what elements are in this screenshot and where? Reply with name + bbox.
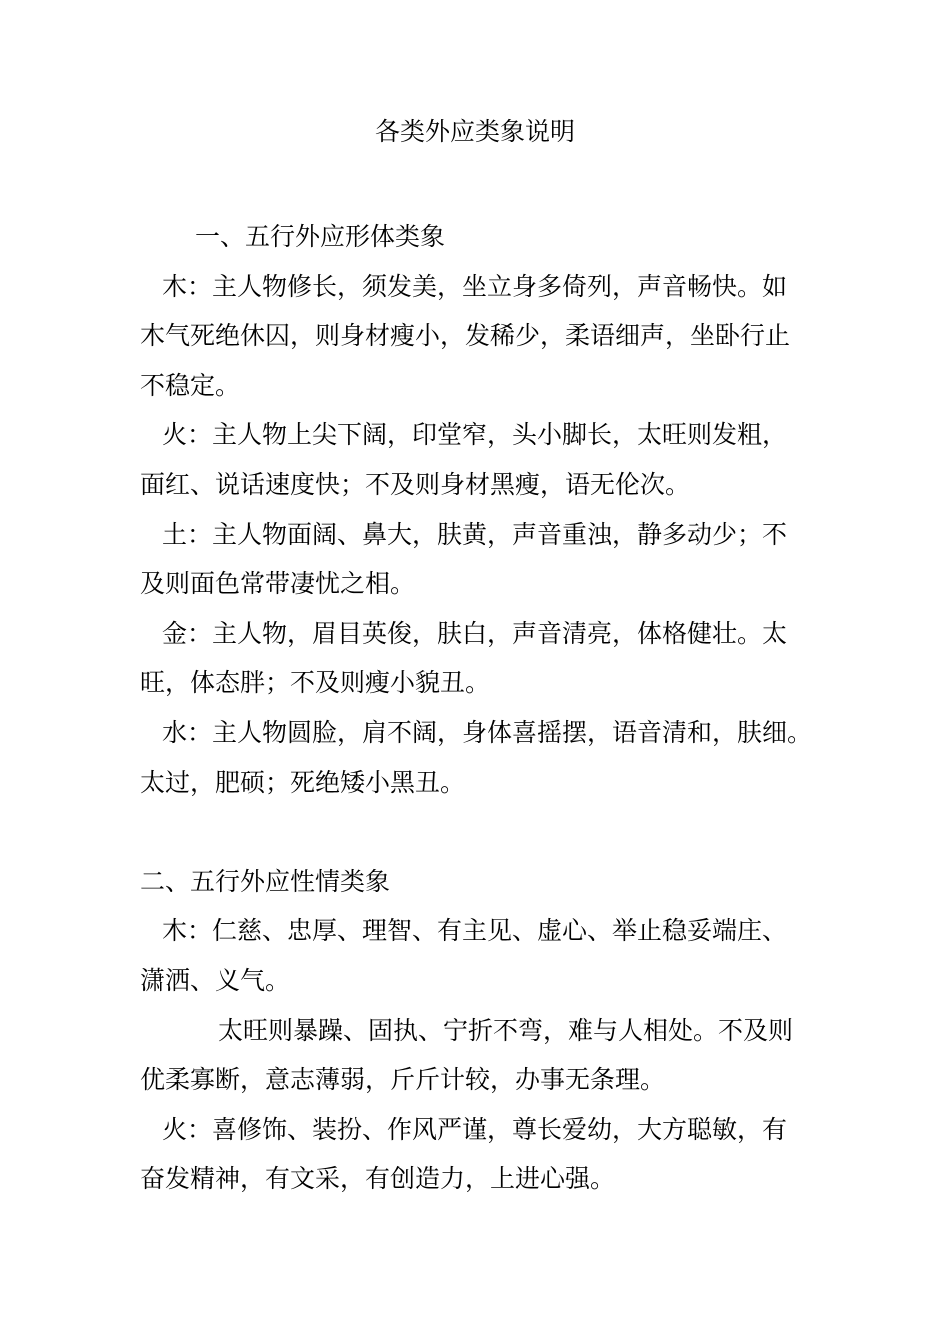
text-line: 太过，肥硕；死绝矮小黑丑。 [140,767,466,797]
text-line: 旺，体态胖；不及则瘦小貌丑。 [140,668,491,698]
paragraph-earth-form [140,510,830,609]
text-line: 太旺则暴躁、固执、宁折不弯，难与人相处。不及则 [218,1015,794,1045]
section2-heading: 二、五行外应性情类象 [140,866,391,896]
text-line: 优柔寡断，意志薄弱，斤斤计较，办事无条理。 [140,1065,666,1095]
document-title: 各类外应类象说明 [374,117,575,146]
section1-heading: 一、五行外应形体类象 [195,222,446,251]
text-line: 不稳定。 [140,370,241,400]
paragraph-spacer [140,807,830,857]
text-line: 奋发精神，有文采，有创造力，上进心强。 [140,1164,616,1194]
text-line: 木：主人物修长，须发美，坐立身多倚列，声音畅快。如 [162,271,788,301]
text-line: 水：主人物圆脸，肩不阔，身体喜摇摆，语音清和，肤细。 [162,717,813,747]
paragraph-wood-temperament [140,906,830,1005]
text-line: 金：主人物，眉目英俊，肤白，声音清亮，体格健壮。太 [162,618,788,648]
paragraph-wood-form [140,262,830,411]
text-line: 面红、说话速度快；不及则身材黑瘦，语无伦次。 [140,469,691,499]
text-line: 火：主人物上尖下阔，印堂窄，头小脚长，太旺则发粗， [162,420,788,450]
text-line: 土：主人物面阔、鼻大，肤黄，声音重浊，静多动少；不 [162,519,788,549]
paragraph-wood-excess [140,1006,830,1105]
text-line: 木气死绝休囚，则身材瘦小，发稀少，柔语细声，坐卧行止 [140,321,791,351]
paragraph-fire-temperament [140,1105,830,1204]
text-line: 火：喜修饰、装扮、作风严谨，尊长爱幼，大方聪敏，有 [162,1114,788,1144]
paragraph-water-form [140,708,830,807]
text-line: 潇洒、义气。 [140,965,291,995]
paragraph-metal-form [140,609,830,708]
text-line: 及则面色常带凄忧之相。 [140,569,416,599]
document-body [140,212,830,1204]
paragraph-fire-form [140,410,830,509]
text-line: 木：仁慈、忠厚、理智、有主见、虚心、举止稳妥端庄、 [162,916,788,946]
